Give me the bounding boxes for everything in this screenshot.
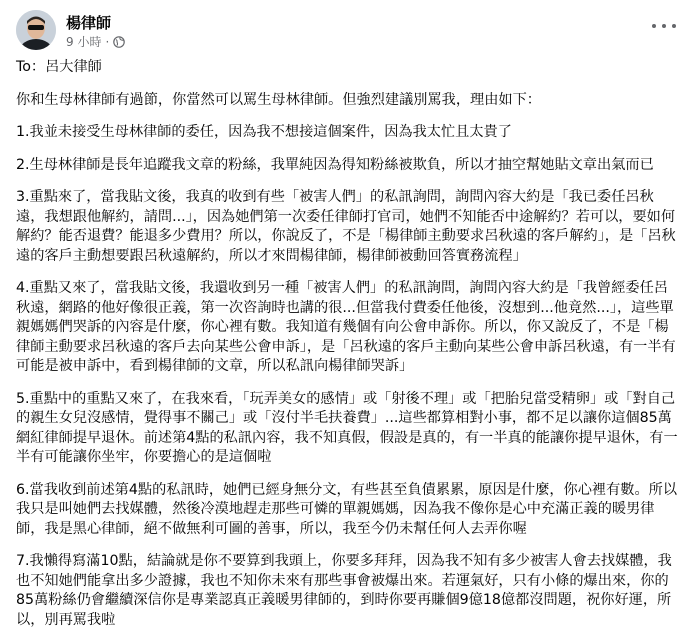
post-paragraph-4: 4.重點又來了，當我貼文後，我還收到另一種「被害人們」的私訊詢問，詢問內容大約是「我曾經委任呂秋遠，網路的他好像很正義，第一次咨詢時也講的很...但當我付費委任他後，沒想到...他竟然...」，這些單親媽媽們哭訴的內容是什麼，你心裡有數。我知道有幾個有向公會申訴你。所以，你又說反了，不是「楊律師主動要求呂秋遠的客戶去向某些公會申訴」，是「呂秋遠的客戶主動向某些公會申訴呂秋遠，有一半有可能是被申訴中，看到楊律師的文章，所以私訊向楊律師哭訴」	[16, 280, 676, 374]
post-header	[16, 10, 676, 50]
post-paragraph-5: 5.重點中的重點又來了，在我來看，「玩弄美女的感情」或「射後不理」或「把胎兒當受精卵」或「對自己的親生女兒沒感情，覺得事不關己」或「沒付半毛扶養費」...這些都算相對小事，都不足以讓你這個85萬網紅律師提早退休。前述第4點的私訊內容，我不知真假，假設是真的，有一半真的能讓你提早退休，有一半有可能讓你坐牢，你要擔心的是這個啦	[16, 390, 678, 465]
post-paragraph-6: 6.當我收到前述第4點的私訊時，她們已經身無分文，有些甚至負債累累，原因是什麼，你心裡有數。所以我只是叫她們去找媒體，然後冷漠地趕走那些可憐的單親媽媽，因為我不像你是心中充滿正義的暖男律師，我是黑心律師，絕不做無利可圖的善事，所以，我至今仍未幫任何人去弄你喔	[16, 481, 678, 537]
post-paragraph-intro: 你和生母林律師有過節，你當然可以罵生母林律師。但強烈建議別罵我，理由如下：	[16, 91, 541, 108]
more-options-icon[interactable]	[652, 18, 676, 34]
post-paragraph-3: 3.重點來了，當我貼文後，我真的收到有些「被害人們」的私訊詢問，詢問內容大約是「我已委任呂秋遠，我想跟他解約，請問...」，因為她們第一次委任律師打官司，她們不知能否中途解約？若可以，要如何解約？能否退費？能退多少費用？所以，你說反了，不是「楊律師主動要求呂秋遠的客戶解約」，是「呂秋遠的客戶主動想要跟呂秋遠解約，所以才來問楊律師，楊律師被動回答實務流程」	[16, 189, 676, 264]
globe-icon	[113, 36, 125, 48]
post-paragraph-7: 7.我懶得寫滿10點，結論就是你不要算到我頭上，你要多拜拜，因為我不知有多少被害人會去找媒體，我也不知她們能拿出多少證據，我也不知你未來有那些事會被爆出來。若運氣好，只有小條的爆出來，你的85萬粉絲仍會繼續深信你是專業認真正義暖男律師的，到時你要再賺個9億18億都沒問題，祝你好運，所以，別再罵我啦	[16, 553, 672, 628]
author-name[interactable]: 楊律師	[66, 14, 112, 32]
post-body	[16, 58, 680, 643]
more-dot	[672, 24, 676, 28]
post-time[interactable]: 9 小時	[66, 35, 102, 49]
avatar-image	[16, 10, 56, 50]
post-paragraph-salutation: To：呂大律師	[16, 59, 102, 75]
more-dot	[652, 24, 656, 28]
post-meta	[66, 33, 125, 50]
meta-separator: ·	[105, 34, 110, 49]
post-paragraph-2: 2.生母林律師是長年追蹤我文章的粉絲，我單純因為得知粉絲被欺負，所以才抽空幫她貼文章出氣而已	[16, 156, 654, 173]
post-paragraph-1: 1.我並未接受生母林律師的委任，因為我不想接這個案件，因為我太忙且太貴了	[16, 124, 512, 140]
avatar[interactable]	[16, 10, 56, 50]
more-dot	[662, 24, 666, 28]
